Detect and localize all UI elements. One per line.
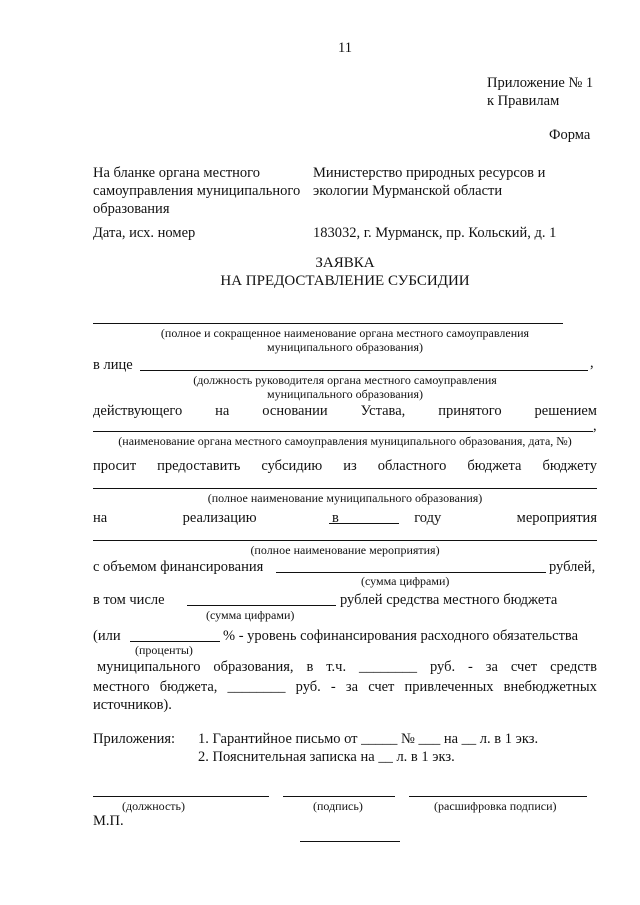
row-word: бюджета [467,458,522,474]
row-word: руб. [295,679,321,695]
row-word: ________ [227,679,286,695]
comma-mark: , [590,355,594,371]
title-line1: ЗАЯВКА [315,255,375,271]
row-word: мероприятия [516,510,597,526]
row-word: принятого [438,403,502,419]
row-word: т.ч. [326,659,347,675]
asks-row [93,458,597,474]
row-word: бюджета, [159,679,218,695]
v-litse-label: в лице [93,357,133,373]
row-word: на [93,510,108,526]
row-word: ________ [359,659,418,675]
row-word: счет [368,679,395,695]
acting-row [93,403,597,419]
row-word: Устава, [360,403,406,419]
local-budget-label: рублей средства местного бюджета [340,592,558,608]
attachment-item-1: 1. Гарантийное письмо от _____ № ___ на __ л. в 1 экз. [198,731,539,747]
letterhead-line1: На бланке органа местного [93,165,261,181]
or-label: (или [93,628,121,644]
hint-org-line2: муниципального образования) [267,340,423,354]
row-word: в [306,659,314,675]
row-word: субсидию [261,458,323,474]
hint-municipal: (полное наименование муниципального образования) [207,491,483,505]
position-line[interactable] [93,796,269,797]
row-word: решением [534,403,597,419]
row-word: средств [550,659,597,675]
row-word: - [330,679,336,695]
paragraph-line2 [93,679,597,695]
page-number: 11 [338,40,352,56]
recipient-address: 183032, г. Мурманск, пр. Кольский, д. 1 [313,225,557,241]
letterhead-line3: образования [93,201,170,217]
row-word: привлеченных [404,679,494,695]
including-label: в том числе [93,592,165,608]
row-word: руб. [429,659,456,675]
signature-line[interactable] [283,796,395,797]
row-word: за [345,679,359,695]
local-sum-line[interactable] [187,605,336,606]
row-word: муниципального [97,659,201,675]
row-word: на [215,403,230,419]
rubles-label: рублей, [549,559,596,575]
row-word: областного [377,458,447,474]
row-word: за [485,659,498,675]
row-word: бюджету [542,458,597,474]
row-word: реализацию [182,510,257,526]
to-rules-label: к Правилам [487,93,560,109]
hint-head-line1: (должность руководителя органа местного самоуправления [193,373,497,387]
form-label: Форма [549,127,591,143]
row-word: внебюджетных [503,679,597,695]
paragraph-line3: источников). [93,697,172,713]
letterhead-line2: самоуправления муниципального [93,183,301,199]
head-position-line[interactable] [140,370,588,371]
hint-decoding: (расшифровка подписи) [434,799,557,813]
attachments-label: Приложения: [93,731,176,747]
row-word: - [468,659,473,675]
row-word: счет [510,659,538,675]
hint-position: (должность) [122,799,185,813]
title-line2: НА ПРЕДОСТАВЛЕНИЕ СУБСИДИИ [220,273,470,289]
date-number-label: Дата, исх. номер [93,225,196,241]
year-line[interactable] [329,523,399,524]
org-name-line[interactable] [93,323,563,324]
attachment-item-2: 2. Пояснительная записка на __ л. в 1 экз. [198,749,455,765]
financing-sum-line[interactable] [276,572,546,573]
appendix-label: Приложение № 1 [487,75,594,91]
decision-line[interactable] [93,431,593,432]
municipal-name-line[interactable] [93,488,597,489]
bottom-line [300,841,400,842]
row-word: основании [262,403,328,419]
event-name-line[interactable] [93,540,597,541]
financing-label: с объемом финансирования [93,559,264,575]
hint-org-line1: (полное и сокращенное наименование органа местного самоуправления [160,326,530,340]
decoding-line[interactable] [409,796,587,797]
stamp-label: М.П. [93,813,124,829]
row-word: году [414,510,442,526]
cofinancing-label: % - уровень софинансирования расходного обязательства [223,628,579,644]
row-word: просит [93,458,137,474]
row-word: из [343,458,357,474]
recipient-line2: экологии Мурманской области [313,183,503,199]
hint-signature: (подпись) [313,799,363,813]
row-word: местного [93,679,150,695]
comma-mark-2: , [593,418,597,434]
percent-line[interactable] [130,641,220,642]
hint-sum-2: (сумма цифрами) [206,608,295,622]
hint-decision: (наименование органа местного самоуправления муниципального образования, дата, №) [118,434,572,448]
hint-sum-1: (сумма цифрами) [361,574,450,588]
hint-percent: (проценты) [135,643,193,657]
row-word: в [331,510,339,526]
hint-head-line2: муниципального образования) [267,387,423,401]
row-word: действующего [93,403,183,419]
paragraph-line1 [97,659,597,675]
row-word: образования, [213,659,294,675]
recipient-line1: Министерство природных ресурсов и [313,165,546,181]
row-word: предоставить [157,458,241,474]
hint-event: (полное наименование мероприятия) [250,543,440,557]
